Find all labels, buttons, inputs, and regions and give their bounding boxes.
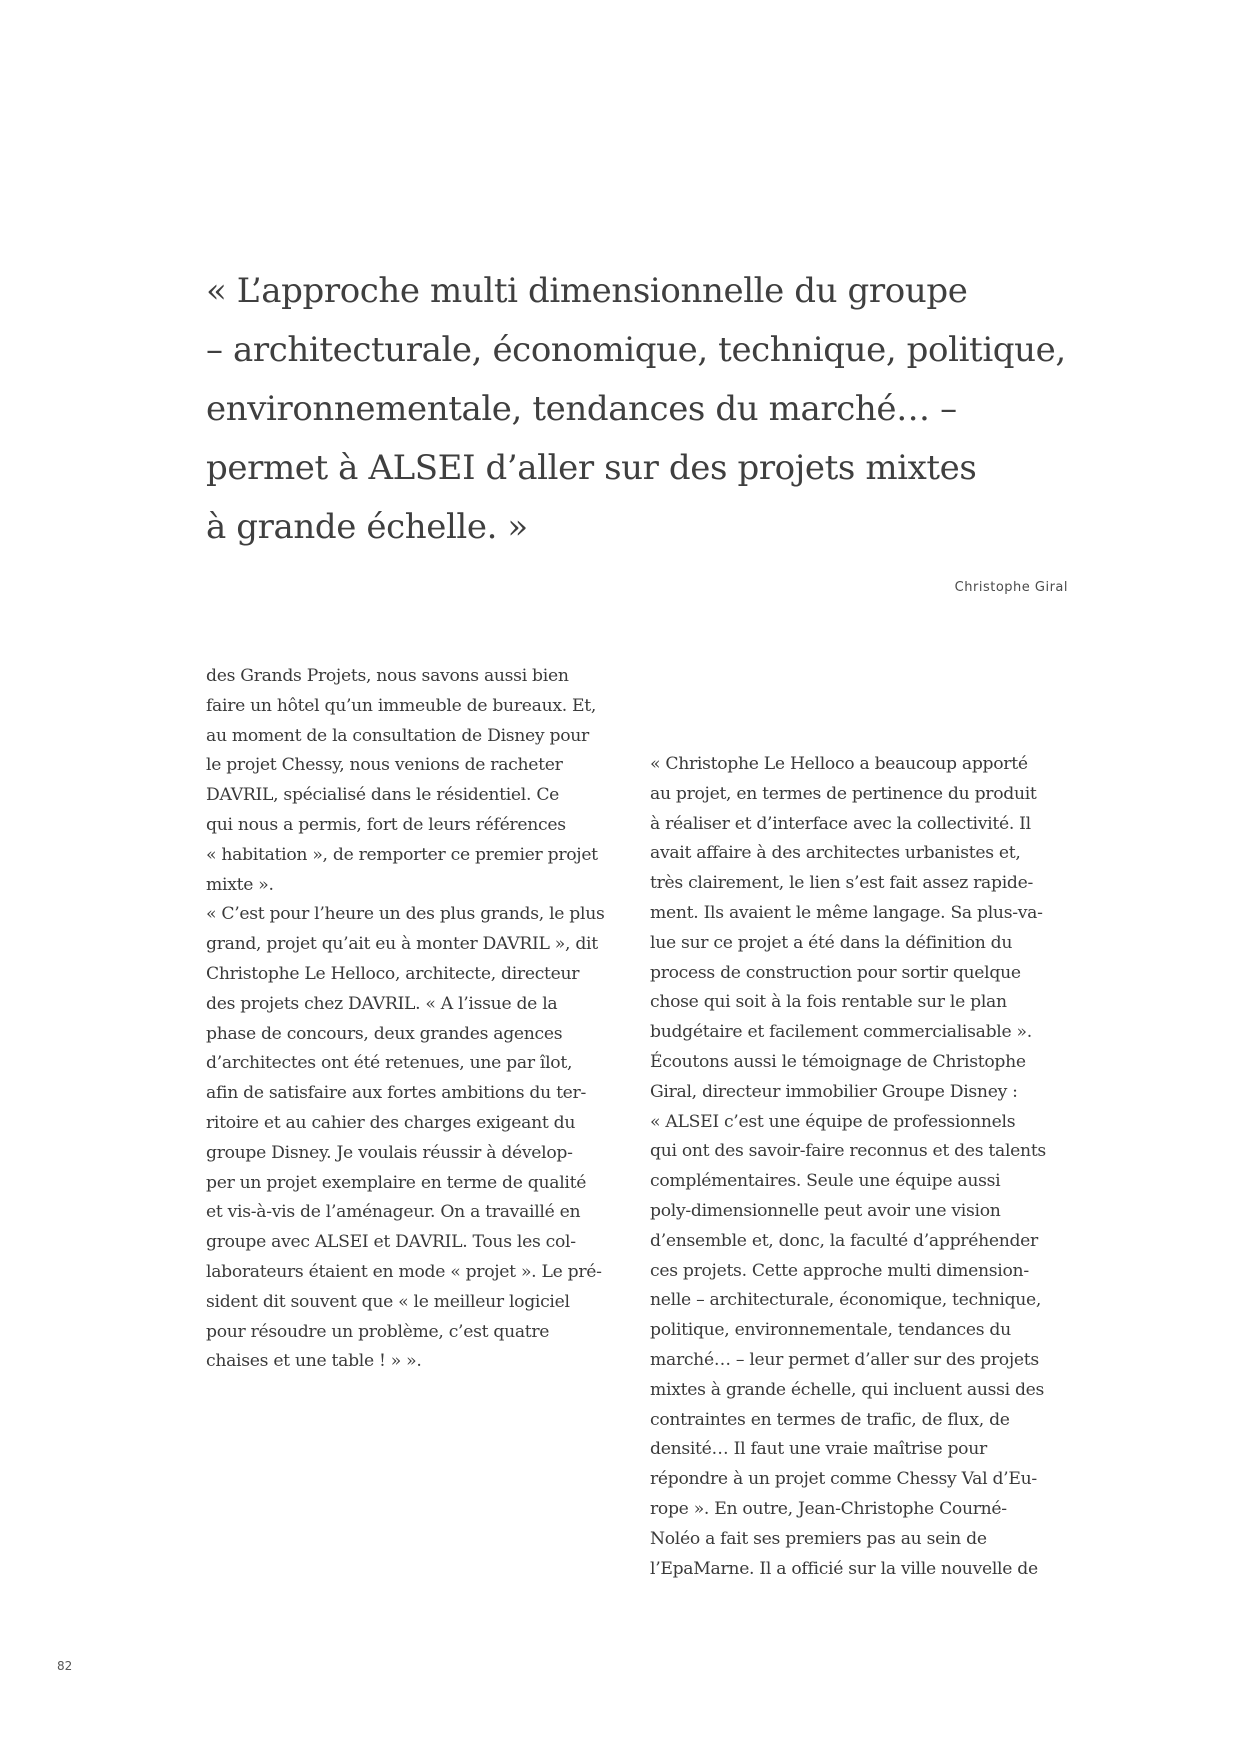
text-line: groupe Disney. Je voulais réussir à dévelop-	[206, 1142, 573, 1163]
text-line: grand, projet qu’ait eu à monter DAVRIL », dit	[206, 934, 598, 955]
pull-quote	[206, 262, 1066, 557]
text-line: nelle – architecturale, économique, technique,	[650, 1290, 1042, 1311]
text-line: complémentaires. Seule une équipe aussi	[650, 1171, 1001, 1192]
text-line: ritoire et au cahier des charges exigeant du	[206, 1112, 576, 1133]
text-line: groupe avec ALSEI et DAVRIL. Tous les col-	[206, 1232, 576, 1253]
text-line: ces projets. Cette approche multi dimension-	[650, 1260, 1029, 1281]
text-line: contraintes en termes de trafic, de flux, de	[650, 1409, 1010, 1430]
pull-quote-line: – architecturale, économique, technique, politique,	[206, 330, 1066, 370]
left-text-column	[206, 662, 621, 1377]
text-line: « C’est pour l’heure un des plus grands, le plus	[206, 904, 605, 925]
text-line: densité… Il faut une vraie maîtrise pour	[650, 1439, 987, 1460]
text-line: d’ensemble et, donc, la faculté d’appréhender	[650, 1230, 1038, 1251]
text-line: per un projet exemplaire en terme de qualité	[206, 1172, 587, 1193]
text-line: lue sur ce projet a été dans la définition du	[650, 932, 1013, 953]
text-line: sident dit souvent que « le meilleur logiciel	[206, 1291, 570, 1312]
text-line: marché… – leur permet d’aller sur des projets	[650, 1349, 1039, 1370]
text-line: pour résoudre un problème, c’est quatre	[206, 1321, 550, 1342]
text-line: à réaliser et d’interface avec la collectivité. Il	[650, 813, 1031, 834]
text-line: au moment de la consultation de Disney pour	[206, 725, 589, 746]
text-line: chaises et une table ! » ».	[206, 1351, 422, 1372]
pull-quote-line: à grande échelle. »	[206, 507, 528, 547]
text-line: DAVRIL, spécialisé dans le résidentiel. Ce	[206, 785, 560, 806]
pull-quote-line: environnementale, tendances du marché… –	[206, 389, 957, 429]
text-line: chose qui soit à la fois rentable sur le plan	[650, 992, 1007, 1013]
text-line: afin de satisfaire aux fortes ambitions du ter-	[206, 1083, 586, 1104]
text-line: phase de concours, deux grandes agences	[206, 1023, 563, 1044]
text-line: répondre à un projet comme Chessy Val d’Eu-	[650, 1469, 1037, 1490]
text-line: et vis-à-vis de l’aménageur. On a travaillé en	[206, 1202, 581, 1223]
text-line: Christophe Le Helloco, architecte, directeur	[206, 963, 580, 984]
text-line: l’EpaMarne. Il a officié sur la ville nouvelle de	[650, 1558, 1038, 1579]
text-line: « Christophe Le Helloco a beaucoup apporté	[650, 754, 1028, 774]
page-number: 82	[57, 1659, 73, 1673]
text-line: faire un hôtel qu’un immeuble de bureaux. Et,	[206, 695, 597, 716]
text-line: « habitation », de remporter ce premier projet	[206, 844, 598, 865]
text-line: très clairement, le lien s’est fait assez rapide-	[650, 873, 1033, 894]
text-line: « ALSEI c’est une équipe de professionnels	[650, 1111, 1016, 1132]
text-line: Noléo a fait ses premiers pas au sein de	[650, 1528, 987, 1549]
pull-quote-line: « L’approche multi dimensionnelle du groupe	[206, 271, 968, 311]
text-line: d’architectes ont été retenues, une par îlot,	[206, 1053, 573, 1074]
text-line: poly-dimensionnelle peut avoir une vision	[650, 1200, 1001, 1221]
text-line: ment. Ils avaient le même langage. Sa plus-va-	[650, 902, 1043, 923]
text-line: mixtes à grande échelle, qui incluent aussi des	[650, 1379, 1045, 1400]
text-line: qui ont des savoir-faire reconnus et des talents	[650, 1141, 1046, 1162]
text-line: process de construction pour sortir quelque	[650, 962, 1021, 983]
text-line: budgétaire et facilement commercialisable ».	[650, 1022, 1032, 1043]
text-line: qui nous a permis, fort de leurs références	[206, 814, 566, 835]
pull-quote-line: permet à ALSEI d’aller sur des projets mixtes	[206, 448, 977, 488]
text-line: des projets chez DAVRIL. « A l’issue de la	[206, 993, 558, 1014]
text-line: le projet Chessy, nous venions de racheter	[206, 755, 563, 776]
text-line: rope ». En outre, Jean-Christophe Courné-	[650, 1498, 1007, 1519]
right-text-column	[650, 750, 1065, 1584]
quote-attribution: Christophe Giral	[954, 580, 1068, 595]
text-line: des Grands Projets, nous savons aussi bien	[206, 666, 569, 686]
text-line: mixte ».	[206, 874, 274, 895]
text-line: au projet, en termes de pertinence du produit	[650, 783, 1037, 804]
text-line: Écoutons aussi le témoignage de Christophe	[650, 1051, 1026, 1072]
text-line: laborateurs étaient en mode « projet ». Le pré-	[206, 1261, 602, 1282]
text-line: politique, environnementale, tendances du	[650, 1320, 1011, 1341]
text-line: Giral, directeur immobilier Groupe Disney :	[650, 1081, 1018, 1102]
text-line: avait affaire à des architectes urbanistes et,	[650, 843, 1021, 864]
